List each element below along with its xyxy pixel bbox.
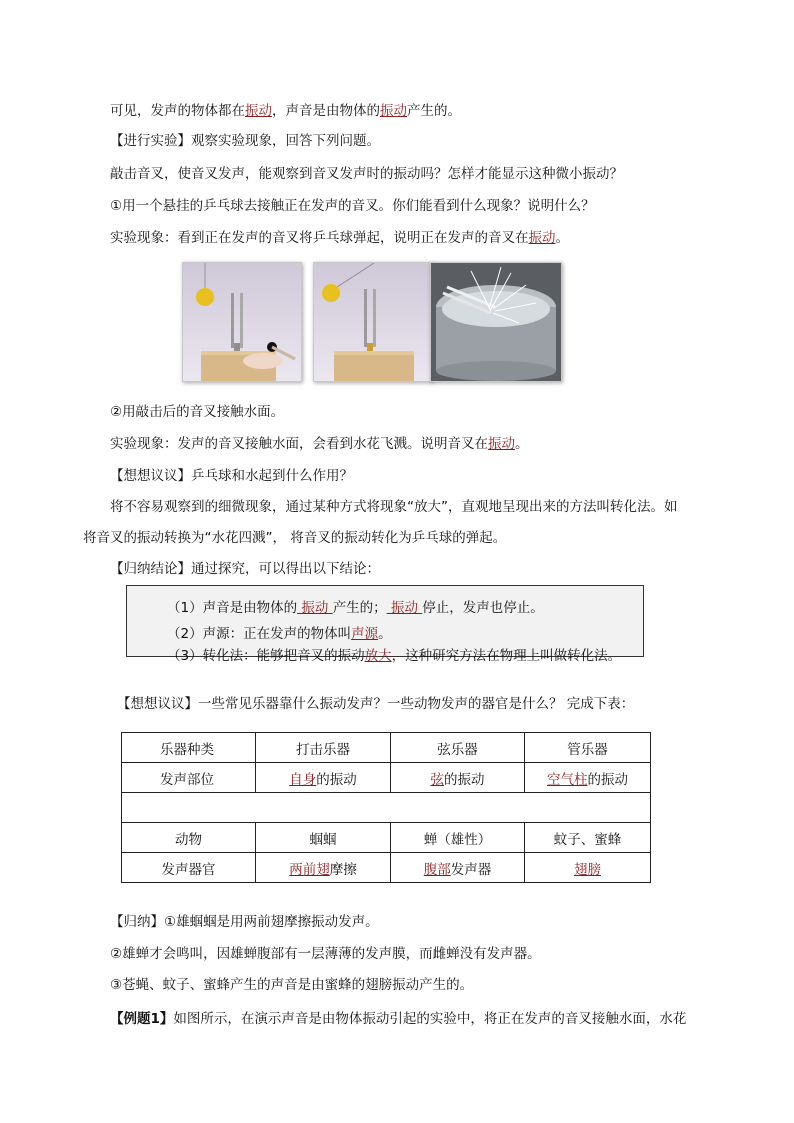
paragraph-discussion-1: 【想想议议】乒乓球和水起到什么作用？: [110, 468, 353, 484]
paragraph-experiment: 【进行实验】观察实验现象，回答下列问题。: [110, 133, 380, 149]
conclusion-line-2: （2）声源：正在发声的物体叫声源。: [167, 626, 392, 642]
answer-blank: 振动: [297, 600, 333, 616]
table-cell: 发声部位: [122, 763, 256, 793]
table-cell: 自身的振动: [256, 763, 391, 793]
table-cell: 发声器官: [122, 853, 256, 883]
answer-blank: 翅膀: [574, 861, 601, 878]
paragraph-step-2: ②用敲击后的音叉接触水面。: [110, 404, 285, 420]
answer-blank: 振动: [528, 230, 556, 246]
paragraph-example-1: 【例题1】如图所示，在演示声音是由物体振动引起的实验中，将正在发声的音叉接触水面，水花: [110, 1011, 687, 1027]
table-cell: 弦乐器: [391, 733, 525, 763]
table-cell: 空气柱的振动: [525, 763, 651, 793]
answer-blank: 弦: [430, 771, 444, 788]
table-cell: [525, 853, 651, 883]
paragraph-phenomenon-2: 实验现象：发声的音叉接触水面，会看到水花飞溅。说明音叉在振动。: [110, 436, 529, 452]
paragraph-summary-2: 【归纳】①雄蝈蝈是用两前翅摩擦振动发声。: [110, 914, 379, 930]
table-cell: 蝈蝈: [256, 823, 391, 853]
table-cell-empty: [122, 793, 651, 823]
table-cell: 腹部发声器: [391, 853, 525, 883]
paragraph-phenomenon-1: 实验现象：看到正在发声的音叉将乒乓球弹起，说明正在发声的音叉在振动。: [110, 230, 569, 246]
table-cell: 乐器种类: [122, 733, 256, 763]
table-cell: 蚊子、蜜蜂: [525, 823, 651, 853]
sound-source-table: [121, 732, 651, 883]
answer-blank: 腹部: [423, 861, 451, 878]
answer-blank: 声源: [351, 626, 379, 642]
answer-blank: 振动: [386, 600, 423, 616]
paragraph-cicada: ②雄蝉才会鸣叫，因雄蝉腹部有一层薄薄的发声膜，而雌蝉没有发声器。: [110, 946, 541, 962]
paragraph-insects: ③苍蝇、蚊子、蜜蜂产生的声音是由蜜蜂的翅膀振动产生的。: [110, 977, 474, 993]
answer-blank: 放大: [364, 648, 392, 664]
answer-blank: 两前翅: [289, 861, 330, 878]
tuning-fork-ball-image-2: [313, 262, 433, 382]
table-row: [122, 793, 651, 823]
paragraph-question: 敲击音叉，使音叉发声，能观察到音叉发声时的振动吗？怎样才能显示这种微小振动？: [110, 166, 623, 182]
answer-blank: 振动: [380, 103, 407, 119]
table-row: [122, 853, 651, 883]
paragraph-conclusion: 可见，发声的物体都在振动，声音是由物体的振动产生的。: [110, 103, 461, 119]
table-cell: 蝉（雄性）: [391, 823, 525, 853]
table-cell: 弦的振动: [391, 763, 525, 793]
paragraph-step-1: ①用一个悬挂的乒乓球去接触正在发声的音叉。你们能看到什么现象？说明什么？: [110, 198, 595, 214]
table-row: [122, 733, 651, 763]
table-cell: 管乐器: [525, 733, 651, 763]
paragraph-method-line-1: 将不容易观察到的细微现象，通过某种方式将现象“放大”，直观地呈现出来的方法叫转化法。如: [110, 499, 678, 515]
answer-blank: 自身: [289, 771, 317, 788]
table-cell: 两前翅摩擦: [256, 853, 391, 883]
conclusion-line-3: （3）转化法：能够把音叉的振动放大，这种研究方法在物理上叫做转化法。: [167, 648, 622, 664]
paragraph-discussion-2: 【想想议议】一些常见乐器靠什么振动发声？一些动物发声的器官是什么？ 完成下表：: [117, 696, 635, 712]
conclusion-box: [126, 585, 644, 664]
answer-blank: 振动: [488, 436, 515, 452]
answer-blank: 振动: [245, 103, 272, 119]
table-cell: 动物: [122, 823, 256, 853]
table-cell: 打击乐器: [256, 733, 391, 763]
paragraph-summary: 【归纳结论】通过探究，可以得出以下结论：: [110, 561, 380, 577]
paragraph-method-line-2: 将音叉的振动转换为“水花四溅”， 将音叉的振动转化为乒乓球的弹起。: [83, 530, 507, 546]
tuning-fork-ball-image-1: [182, 262, 302, 382]
table-row: [122, 763, 651, 793]
table-row: [122, 823, 651, 853]
answer-blank: 空气柱: [547, 771, 588, 788]
tuning-fork-water-image: [430, 262, 562, 382]
conclusion-line-1: （1）声音是由物体的 振动 产生的； 振动 停止，发声也停止。: [167, 600, 544, 616]
